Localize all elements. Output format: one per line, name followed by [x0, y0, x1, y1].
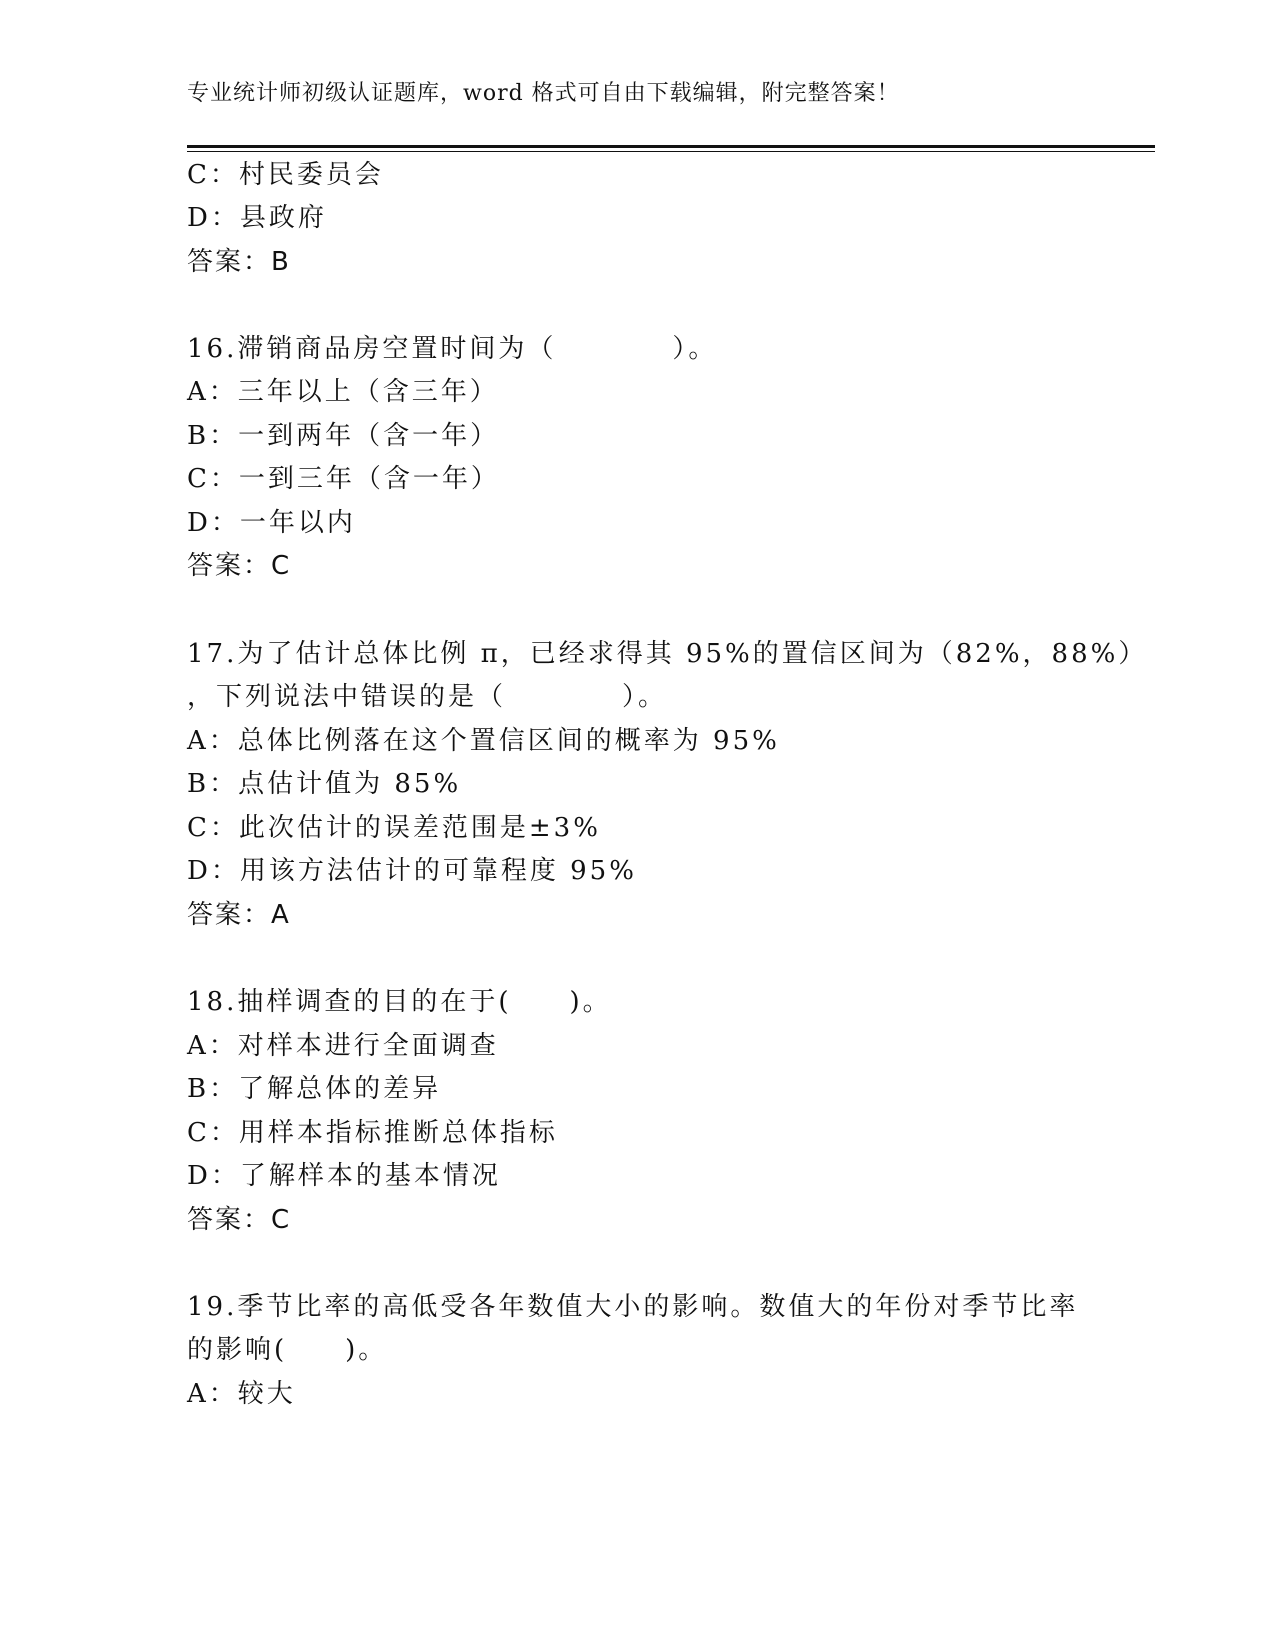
question-19: 19.季节比率的高低受各年数值大小的影响。数值大的年份对季节比率	[187, 1292, 1079, 1322]
option-a: A：较大	[187, 1379, 296, 1409]
option-d: D：了解样本的基本情况	[187, 1161, 501, 1191]
option-b: B：一到两年（含一年）	[187, 421, 500, 451]
answer-line: 答案：B	[187, 247, 291, 277]
option-c: C：一到三年（含一年）	[187, 464, 500, 494]
answer-line: 答案：A	[187, 900, 291, 930]
answer-line: 答案：C	[187, 1205, 292, 1235]
question-19-continued: 的影响( )。	[187, 1335, 388, 1365]
option-a: A：总体比例落在这个置信区间的概率为 95%	[187, 726, 780, 756]
option-d: D：县政府	[187, 203, 327, 233]
option-d: D：一年以内	[187, 508, 356, 538]
header-rule-thin	[187, 151, 1155, 152]
option-c: C：村民委员会	[187, 160, 384, 190]
question-17: 17.为了估计总体比例 π，已经求得其 95%的置信区间为（82%，88%）	[187, 639, 1148, 669]
option-b: B：点估计值为 85%	[187, 769, 462, 799]
option-b: B：了解总体的差异	[187, 1074, 442, 1104]
question-17-continued: ，下列说法中错误的是（ ）。	[187, 682, 668, 712]
option-d: D：用该方法估计的可靠程度 95%	[187, 856, 637, 886]
question-16: 16.滞销商品房空置时间为（ ）。	[187, 334, 718, 364]
option-c: C：用样本指标推断总体指标	[187, 1118, 558, 1148]
option-a: A：三年以上（含三年）	[187, 377, 499, 407]
question-18: 18.抽样调查的目的在于( )。	[187, 987, 612, 1017]
option-a: A：对样本进行全面调查	[187, 1031, 499, 1061]
option-c: C：此次估计的误差范围是±3%	[187, 813, 601, 843]
header-rule-thick	[187, 145, 1155, 148]
page-header: 专业统计师初级认证题库，word 格式可自由下载编辑，附完整答案！	[187, 81, 900, 106]
answer-line: 答案：C	[187, 551, 292, 581]
